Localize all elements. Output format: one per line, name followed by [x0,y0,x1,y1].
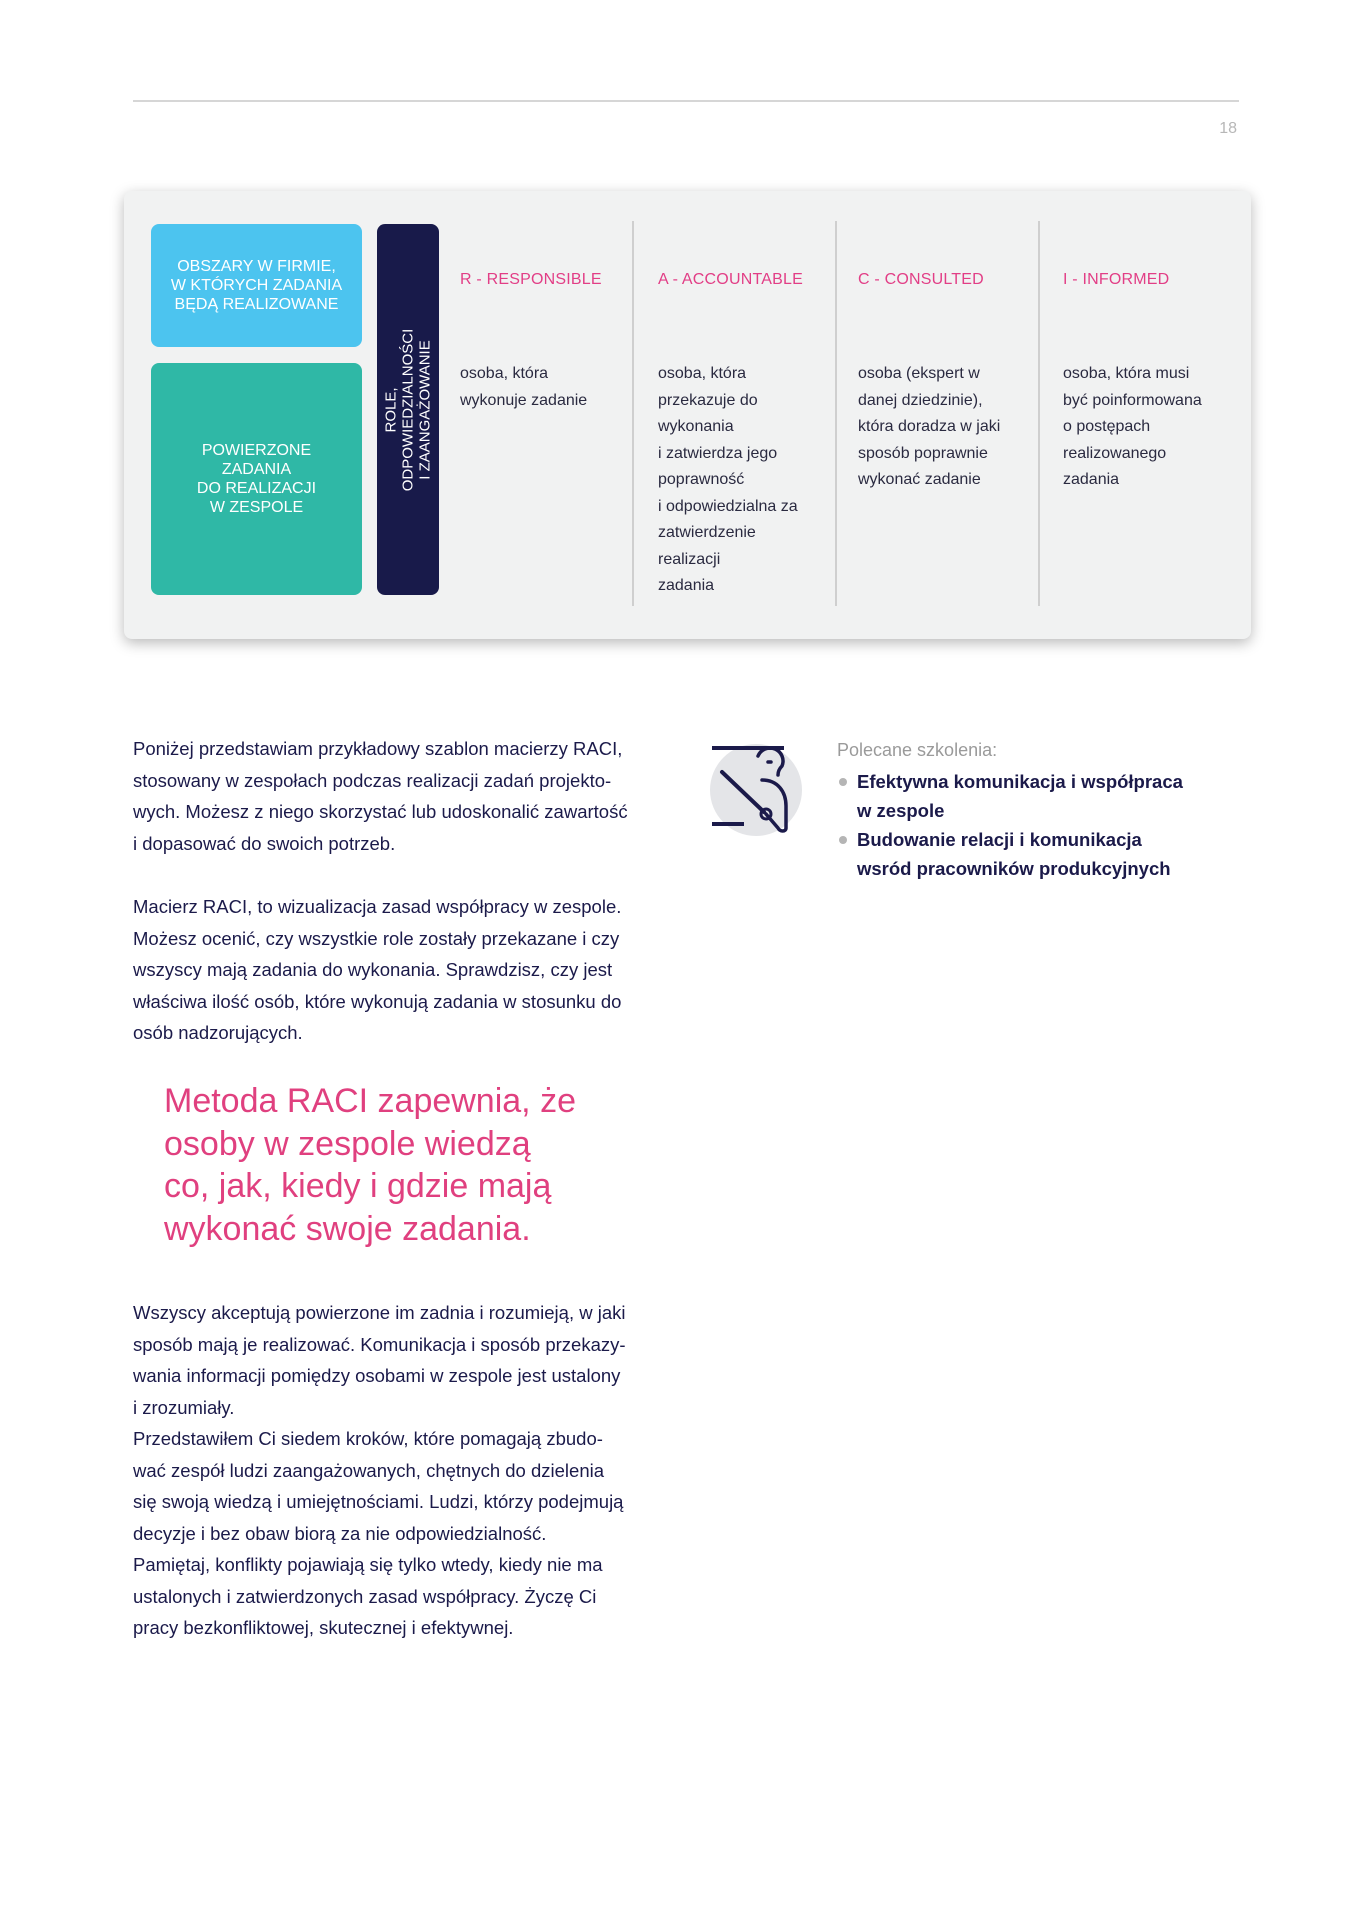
recommended-trainings-title: Polecane szkolenia: [837,740,998,760]
column-description: osoba (ekspert w danej dziedzinie), która doradza w jaki sposób poprawnie wykonać zadanie [858,365,1001,488]
roles-vertical-label: ROLE, ODPOWIEDZIALNOŚCI I ZAANGAŻOWANIE [382,328,434,491]
areas-box-label: OBSZARY W FIRMIE, W KTÓRYCH ZADANIA BĘDĄ REALIZOWANE [170,258,343,313]
column-divider [1038,221,1040,606]
tasks-box [151,363,362,595]
column-description: osoba, która wykonuje zadanie [460,365,588,409]
raci-column-responsible [460,271,602,409]
column-heading: I - INFORMED [1063,271,1170,288]
raci-column-informed [1063,271,1202,488]
pull-quote: Metoda RACI zapewnia, że osoby w zespole wiedzą co, jak, kiedy i gdzie mają wykonać swoje zadania. [164,1082,576,1248]
column-divider [632,221,634,606]
recommended-trainings-list [837,767,1237,883]
roles-box [377,224,439,595]
training-link-communication[interactable]: Efektywna komunikacja i współpraca w zespole [837,767,1237,825]
raci-diagram-panel [124,191,1251,639]
raci-column-accountable [658,271,803,594]
raci-description-paragraph: Macierz RACI, to wizualizacja zasad współpracy w zespole. Możesz ocenić, czy wszystkie role zostały przekazane i czy wszyscy mają zadania do wykonania. Sprawdzisz, czy jest właściwa ilość osób, które wykonują zadania w stosunku do osób nadzorujących. [133,896,622,1043]
closing-paragraph: Wszyscy akceptują powierzone im zadnia i rozumieją, w jaki sposób mają je realizować. Komunikacja i sposób przekazy- wania informacji pomiędzy osobami w zespole jest ustalony i zrozumiały. Przedstawiłem Ci siedem kroków, które pomagają zbudo- wać zespół ludzi zaangażowanych, chętnych do dzielenia się swoją wiedzą i umiejętnościami. Ludzi, którzy podejmują decyzje i bez obaw biorą za nie odpowiedzialność. Pamiętaj, konflikty pojawiają się tylko wtedy, kiedy nie ma ustalonych i zatwierdzonych zasad współpracy. Życzę Ci pracy bezkonfliktowej, skutecznej i efektywnej. [133,1302,626,1638]
presenter-pointer-icon [708,740,808,840]
header-rule [133,100,1239,102]
page-number: 18 [1219,120,1237,137]
column-heading: R - RESPONSIBLE [460,271,602,288]
tasks-box-label: POWIERZONE ZADANIA DO REALIZACJI W ZESPOLE [196,442,317,516]
column-heading: A - ACCOUNTABLE [658,271,803,288]
intro-paragraph: Poniżej przedstawiam przykładowy szablon macierzy RACI, stosowany w zespołach podczas realizacji zadań projekto- wych. Możesz z niego skorzystać lub udoskonalić zawartość i dopasować do swoich potrzeb. [133,738,628,854]
column-divider [835,221,837,606]
column-heading: C - CONSULTED [858,271,984,288]
areas-box [151,224,362,347]
raci-column-consulted [858,271,1001,488]
column-description: osoba, która musi być poinformowana o postępach realizowanego zadania [1063,365,1202,488]
training-link-relations[interactable]: Budowanie relacji i komunikacja wsród pracowników produkcyjnych [837,825,1237,883]
column-description: osoba, która przekazuje do wykonania i zatwierdza jego poprawność i odpowiedzialna za zatwierdzenie realizacji zadania [658,365,798,594]
